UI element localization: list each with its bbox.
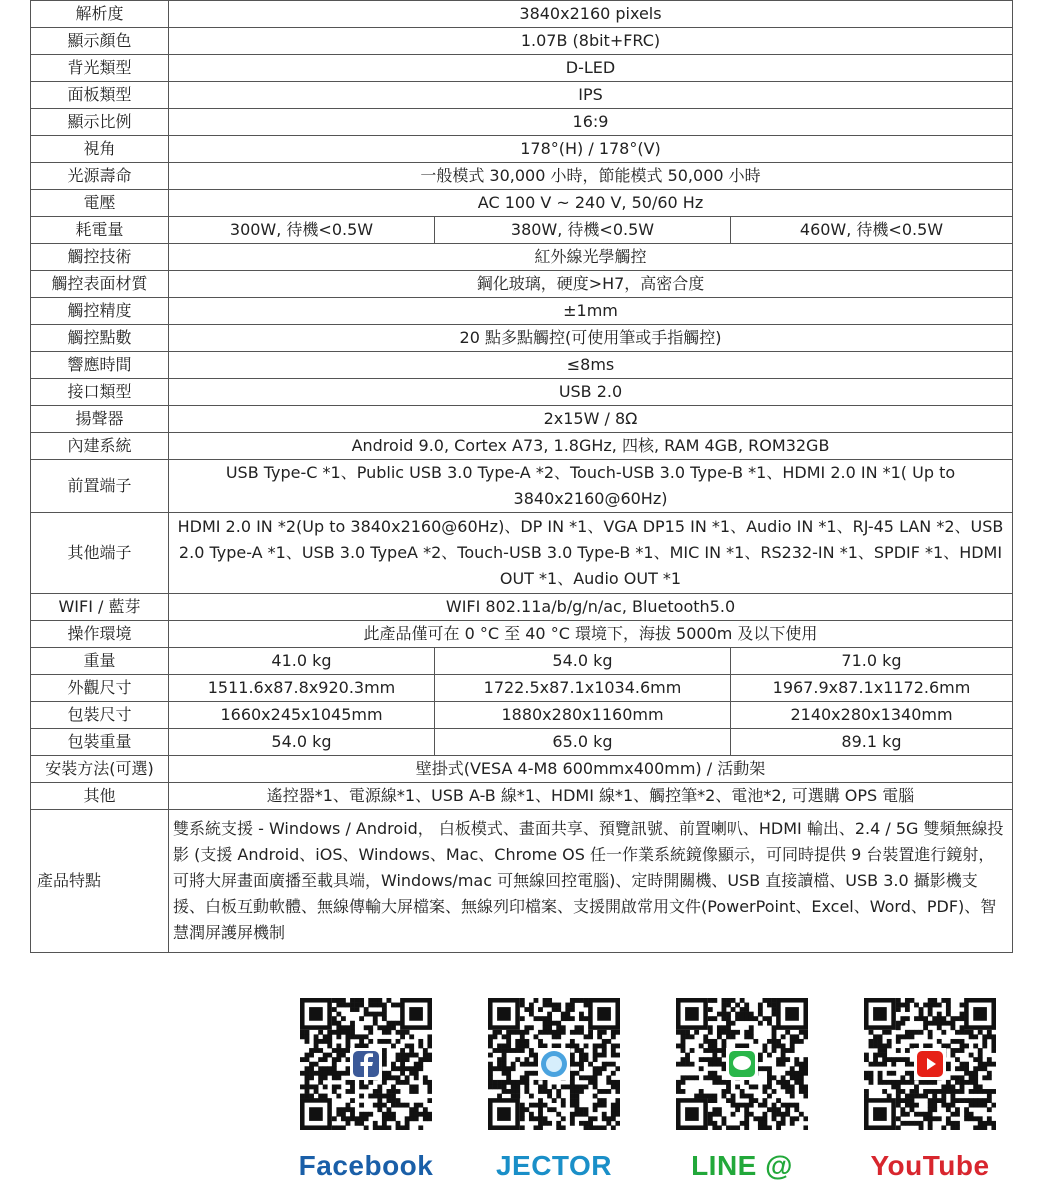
spec-row — [31, 379, 1013, 406]
spec-row — [31, 271, 1013, 298]
spec-value: 178°(H) / 178°(V) — [169, 136, 1013, 163]
spec-value: 此產品僅可在 0 °C 至 40 °C 環境下，海拔 5000m 及以下使用 — [169, 621, 1013, 648]
spec-row-weight — [31, 648, 1013, 675]
spec-value: D-LED — [169, 55, 1013, 82]
spec-value: AC 100 V ~ 240 V, 50/60 Hz — [169, 190, 1013, 217]
spec-row — [31, 82, 1013, 109]
spec-row — [31, 594, 1013, 621]
spec-value: 紅外線光學觸控 — [169, 244, 1013, 271]
spec-value: 41.0 kg — [169, 648, 435, 675]
spec-value: ±1mm — [169, 298, 1013, 325]
spec-label: 視角 — [31, 136, 169, 163]
spec-value: 16:9 — [169, 109, 1013, 136]
spec-row — [31, 28, 1013, 55]
social-facebook[interactable] — [296, 998, 436, 1182]
spec-row — [31, 244, 1013, 271]
spec-label: 背光類型 — [31, 55, 169, 82]
spec-label: 面板類型 — [31, 82, 169, 109]
youtube-label[interactable]: YouTube — [870, 1150, 990, 1181]
jector-icon — [538, 1048, 570, 1080]
spec-row — [31, 190, 1013, 217]
spec-label: 耗電量 — [31, 217, 169, 244]
spec-label: 光源壽命 — [31, 163, 169, 190]
spec-row — [31, 621, 1013, 648]
spec-row — [31, 298, 1013, 325]
spec-value: 2x15W / 8Ω — [169, 406, 1013, 433]
spec-row-dimensions — [31, 675, 1013, 702]
spec-value: 54.0 kg — [435, 648, 731, 675]
spec-label: 操作環境 — [31, 621, 169, 648]
social-youtube[interactable] — [860, 998, 1000, 1182]
spec-value: IPS — [169, 82, 1013, 109]
spec-value: 89.1 kg — [731, 729, 1013, 756]
spec-label: 內建系統 — [31, 433, 169, 460]
spec-value: ≤8ms — [169, 352, 1013, 379]
spec-row — [31, 433, 1013, 460]
spec-row-package-weight — [31, 729, 1013, 756]
spec-value: 380W, 待機<0.5W — [435, 217, 731, 244]
spec-label: 顯示顏色 — [31, 28, 169, 55]
social-links — [0, 998, 1040, 1198]
spec-label: 包裝尺寸 — [31, 702, 169, 729]
spec-label: 包裝重量 — [31, 729, 169, 756]
spec-value: 71.0 kg — [731, 648, 1013, 675]
spec-row — [31, 1, 1013, 28]
spec-value: 1967.9x87.1x1172.6mm — [731, 675, 1013, 702]
spec-value: USB 2.0 — [169, 379, 1013, 406]
spec-value: 1880x280x1160mm — [435, 702, 731, 729]
spec-value: 遙控器*1、電源線*1、USB A-B 線*1、HDMI 線*1、觸控筆*2、電池*2, 可選購 OPS 電腦 — [169, 783, 1013, 810]
facebook-label[interactable]: Facebook — [298, 1150, 434, 1181]
spec-row — [31, 352, 1013, 379]
spec-label: 電壓 — [31, 190, 169, 217]
spec-label: 觸控點數 — [31, 325, 169, 352]
spec-value: 1.07B (8bit+FRC) — [169, 28, 1013, 55]
spec-value: USB Type-C *1、Public USB 3.0 Type-A *2、Touch-USB 3.0 Type-B *1、HDMI 2.0 IN *1( Up to 3840x2160@60Hz) — [169, 460, 1013, 513]
spec-value: 雙系統支援 - Windows / Android， 白板模式、畫面共享、預覽訊號、前置喇叭、HDMI 輸出、2.4 / 5G 雙頻無線投影 (支援 Android、iOS、Windows、Mac、Chrome OS 任一作業系統鏡像顯示，可同時提供 9 台裝置進行鏡射，可將大屏畫面廣播至載具端，Windows/mac 可無線回控電腦)、定時開關機、USB 直接讀檔、USB 3.0 攝影機支援、白板互動軟體、無線傳輸大屏檔案、無線列印檔案、支援開啟常用文件(PowerPoint、Excel、Word、PDF)、智慧潤屏護屏機制 — [169, 810, 1013, 953]
spec-row-power — [31, 217, 1013, 244]
spec-value: 300W, 待機<0.5W — [169, 217, 435, 244]
spec-value: Android 9.0, Cortex A73, 1.8GHz, 四核, RAM 4GB, ROM32GB — [169, 433, 1013, 460]
jector-label[interactable]: JECTOR — [495, 1150, 613, 1181]
spec-value: 1722.5x87.1x1034.6mm — [435, 675, 731, 702]
spec-table — [30, 0, 1013, 953]
spec-value: 一般模式 30,000 小時，節能模式 50,000 小時 — [169, 163, 1013, 190]
spec-row — [31, 136, 1013, 163]
spec-label: 觸控技術 — [31, 244, 169, 271]
spec-value: 20 點多點觸控(可使用筆或手指觸控) — [169, 325, 1013, 352]
line-icon — [726, 1048, 758, 1080]
spec-label: 響應時間 — [31, 352, 169, 379]
spec-value: 鋼化玻璃，硬度>H7，高密合度 — [169, 271, 1013, 298]
spec-value: 2140x280x1340mm — [731, 702, 1013, 729]
spec-row-features — [31, 810, 1013, 953]
facebook-qr-code[interactable] — [300, 998, 432, 1130]
spec-value: 65.0 kg — [435, 729, 731, 756]
spec-row-package-size — [31, 702, 1013, 729]
spec-row — [31, 783, 1013, 810]
spec-value: 460W, 待機<0.5W — [731, 217, 1013, 244]
spec-label: 顯示比例 — [31, 109, 169, 136]
spec-label: 其他端子 — [31, 513, 169, 594]
spec-value: 3840x2160 pixels — [169, 1, 1013, 28]
spec-label: 外觀尺寸 — [31, 675, 169, 702]
spec-row — [31, 109, 1013, 136]
spec-row — [31, 55, 1013, 82]
youtube-icon — [914, 1048, 946, 1080]
spec-label: 前置端子 — [31, 460, 169, 513]
spec-label: 揚聲器 — [31, 406, 169, 433]
jector-qr-code[interactable] — [488, 998, 620, 1130]
social-line[interactable] — [672, 998, 812, 1182]
spec-value: 1660x245x1045mm — [169, 702, 435, 729]
social-jector[interactable] — [484, 998, 624, 1182]
spec-label: WIFI / 藍芽 — [31, 594, 169, 621]
spec-label: 重量 — [31, 648, 169, 675]
spec-row — [31, 325, 1013, 352]
spec-value: 54.0 kg — [169, 729, 435, 756]
spec-value: HDMI 2.0 IN *2(Up to 3840x2160@60Hz)、DP IN *1、VGA DP15 IN *1、Audio IN *1、RJ-45 LAN *2、USB 2.0 Type-A *1、USB 3.0 TypeA *2、Touch-USB 3.0 Type-B *1、MIC IN *1、RS232-IN *1、SPDIF *1、HDMI OUT *1、Audio OUT *1 — [169, 513, 1013, 594]
line-label[interactable]: LINE @ — [691, 1150, 793, 1181]
spec-row — [31, 163, 1013, 190]
line-qr-code[interactable] — [676, 998, 808, 1130]
spec-label: 觸控精度 — [31, 298, 169, 325]
spec-label: 其他 — [31, 783, 169, 810]
spec-row-other-ports — [31, 513, 1013, 594]
spec-row — [31, 756, 1013, 783]
youtube-qr-code[interactable] — [864, 998, 996, 1130]
spec-label: 觸控表面材質 — [31, 271, 169, 298]
facebook-icon — [350, 1048, 382, 1080]
spec-value: 壁掛式(VESA 4-M8 600mmx400mm) / 活動架 — [169, 756, 1013, 783]
spec-label: 安裝方法(可選) — [31, 756, 169, 783]
spec-label: 產品特點 — [31, 810, 169, 953]
spec-row — [31, 406, 1013, 433]
spec-row-front-ports — [31, 460, 1013, 513]
spec-label: 接口類型 — [31, 379, 169, 406]
spec-value: 1511.6x87.8x920.3mm — [169, 675, 435, 702]
spec-value: WIFI 802.11a/b/g/n/ac, Bluetooth5.0 — [169, 594, 1013, 621]
spec-label: 解析度 — [31, 1, 169, 28]
